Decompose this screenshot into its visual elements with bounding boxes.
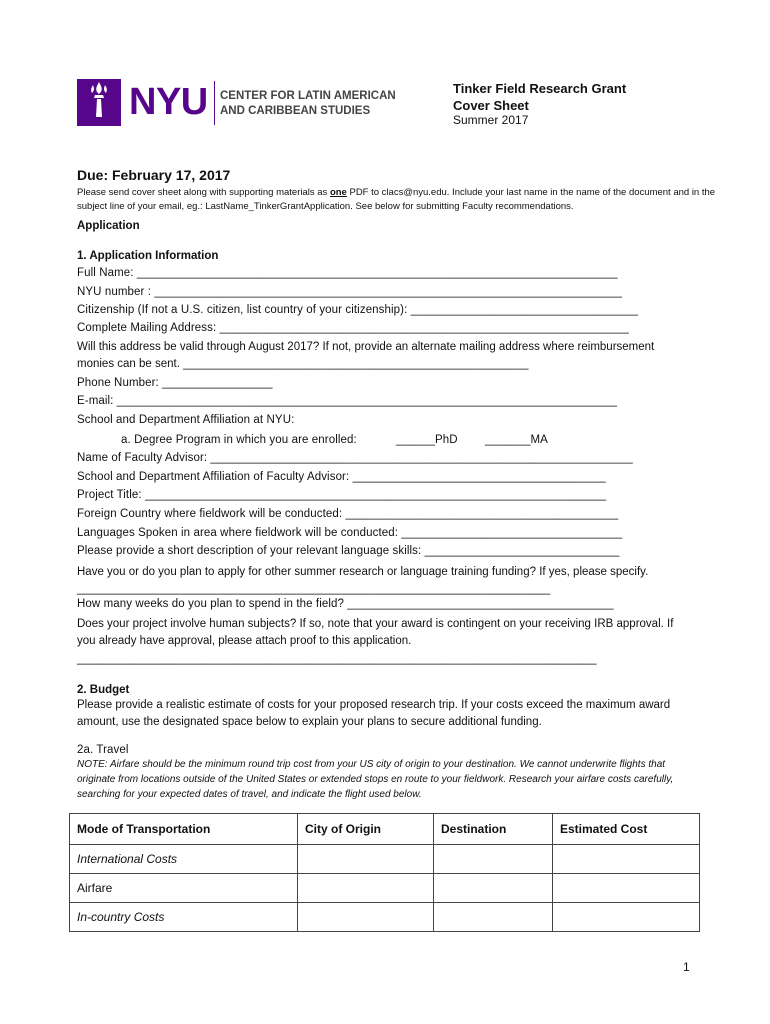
foreign-country-field[interactable]: Foreign Country where fieldwork will be conducted: __________________________________________ [77,508,619,520]
section1-heading: 1. Application Information [77,250,219,262]
table-header-row [70,814,700,845]
citizenship-field[interactable]: Citizenship (If not a U.S. citizen, list country of your citizenship): ___________________________________ [77,304,639,316]
nyu-logo-text: NYU [129,81,208,123]
row-label-airfare: Airfare [70,874,298,903]
table-cell[interactable] [553,874,700,903]
intro-part2: PDF to clacs@nyu.edu. Include your last name in the name of the document and in the subject line of your email, eg.: LastName_TinkerGrantApplication. See below for submitting Faculty recommendations. [77,187,716,212]
col-city-of-origin: City of Origin [298,814,434,845]
col-mode-of-transportation: Mode of Transportation [70,814,298,845]
address-validity-field[interactable]: Will this address be valid through August 2017? If not, provide an alternate mailing address where reimbursement monies can be sent. ______________________________________________________ [77,341,655,370]
row-label-international: International Costs [70,845,298,874]
center-name-line1: CENTER FOR LATIN AMERICAN [220,90,396,102]
title-line1: Tinker Field Research Grant [453,81,627,96]
application-heading: Application [77,220,140,232]
advisor-affiliation-field[interactable]: School and Department Affiliation of Faculty Advisor: _______________________________________ [77,471,606,483]
document-subtitle: Summer 2017 [453,113,529,127]
phone-field[interactable]: Phone Number: _________________ [77,377,273,389]
intro-part1: Please send cover sheet along with supporting materials as [77,187,330,198]
table-cell[interactable] [298,874,434,903]
faculty-advisor-field[interactable]: Name of Faculty Advisor: _________________________________________________________________ [77,452,633,464]
degree-phd-option[interactable]: ______PhD [396,434,458,446]
intro-emphasis: one [329,187,347,198]
degree-ma-option[interactable]: _______MA [485,434,548,446]
email-field[interactable]: E-mail: _____________________________________________________________________________ [77,395,617,407]
table-cell[interactable] [434,874,553,903]
nyu-torch-logo [77,79,121,126]
logo-divider [214,81,215,125]
weeks-in-field-field[interactable]: How many weeks do you plan to spend in the field? _________________________________________ [77,598,614,610]
full-name-field[interactable]: Full Name: __________________________________________________________________________ [77,267,618,279]
table-cell[interactable] [553,845,700,874]
degree-program-label: a. Degree Program in which you are enrolled: [121,434,357,446]
school-affiliation-label: School and Department Affiliation at NYU: [77,414,295,426]
table-cell[interactable] [298,903,434,932]
travel-cost-table [69,813,700,932]
table-cell[interactable] [553,903,700,932]
table-cell[interactable] [434,845,553,874]
row-label-in-country: In-country Costs [70,903,298,932]
table-cell[interactable] [434,903,553,932]
table-row [70,874,700,903]
budget-paragraph: Please provide a realistic estimate of costs for your proposed research trip. If your costs exceed the maximum award amount, use the designated space below to explain your plans to secure additional funding. [77,699,671,728]
language-skills-field[interactable]: Please provide a short description of your relevant language skills: ______________________________ [77,545,620,557]
intro-paragraph [77,186,747,214]
document-title [453,80,626,114]
title-line2: Cover Sheet [453,98,529,113]
center-name-line2: AND CARIBBEAN STUDIES [220,105,371,117]
travel-subheading: 2a. Travel [77,744,129,756]
human-subjects-question: Does your project involve human subjects? If so, note that your award is contingent on your receiving IRB approval. If you already have approval, please attach proof to this application. [77,618,674,647]
nyu-number-field[interactable]: NYU number : ________________________________________________________________________ [77,286,623,298]
other-funding-field[interactable]: Have you or do you plan to apply for other summer research or language training funding? If yes, please specify. __________________________________________________________________________ [77,566,649,595]
due-date: Due: February 17, 2017 [77,167,231,183]
table-row [70,845,700,874]
airfare-note: NOTE: Airfare should be the minimum round trip cost from your US city of origin to your destination. We cannot underwrite flights that originate from locations outside of the United States or extended stops en route to your fieldwork. Research your airfare costs carefully, searching for your expected dates of travel, and indicate the flight used below. [77,759,674,800]
center-name [220,89,396,119]
section2-heading: 2. Budget [77,684,130,696]
table-row [70,903,700,932]
col-estimated-cost: Estimated Cost [553,814,700,845]
languages-field[interactable]: Languages Spoken in area where fieldwork will be conducted: __________________________________ [77,527,623,539]
col-destination: Destination [434,814,553,845]
project-title-field[interactable]: Project Title: _______________________________________________________________________ [77,489,607,501]
mailing-address-field[interactable]: Complete Mailing Address: _______________________________________________________________ [77,322,629,334]
table-cell[interactable] [298,845,434,874]
human-subjects-answer-line[interactable]: ________________________________________________________________________________ [77,653,597,665]
torch-icon [77,79,121,126]
page-number: 1 [683,960,690,974]
